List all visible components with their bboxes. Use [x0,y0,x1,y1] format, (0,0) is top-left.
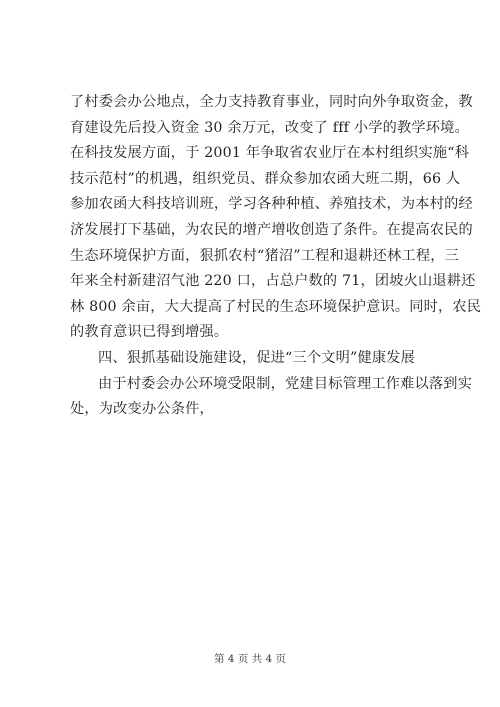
text-line: 的教育意识已得到增强。 [70,324,229,341]
text-line: 在科技发展方面，于 2001 年争取省农业厅在本村组织实施“科 [70,145,470,162]
text-line: 育建设先后投入资金 30 余万元，改变了 fff 小学的教学环境。 [70,119,469,136]
text-line: 济发展打下基础，为农民的增产增收创造了条件。在提高农民的 [70,221,473,238]
text-line: 参加农函大科技培训班，学习各种种植、养殖技术，为本村的经 [70,196,473,213]
text-line: 由于村委会办公环境受限制，党建目标管理工作难以落到实 [98,375,473,392]
text-line: 技示范村”的机遇，组织党员、群众参加农函大班二期，66 人 [70,170,461,187]
section-heading: 四、狠抓基础设施建设，促进“三个文明”健康发展 [98,349,416,366]
text-line: 年来全村新建沼气池 220 口，占总户数的 71，团坡火山退耕还 [70,273,476,290]
text-line: 生态环境保护方面，狠抓农村“猪沼”工程和退耕还林工程，三 [70,247,459,264]
document-body [70,90,482,423]
text-line: 处，为改变办公条件， [70,401,214,418]
page-number-footer: 第 4 页 共 4 页 [213,653,287,665]
text-line: 林 800 余亩，大大提高了村民的生态环境保护意识。同时，农民 [70,298,482,315]
text-line: 了村委会办公地点，全力支持教育事业，同时向外争取资金，教 [70,94,473,110]
